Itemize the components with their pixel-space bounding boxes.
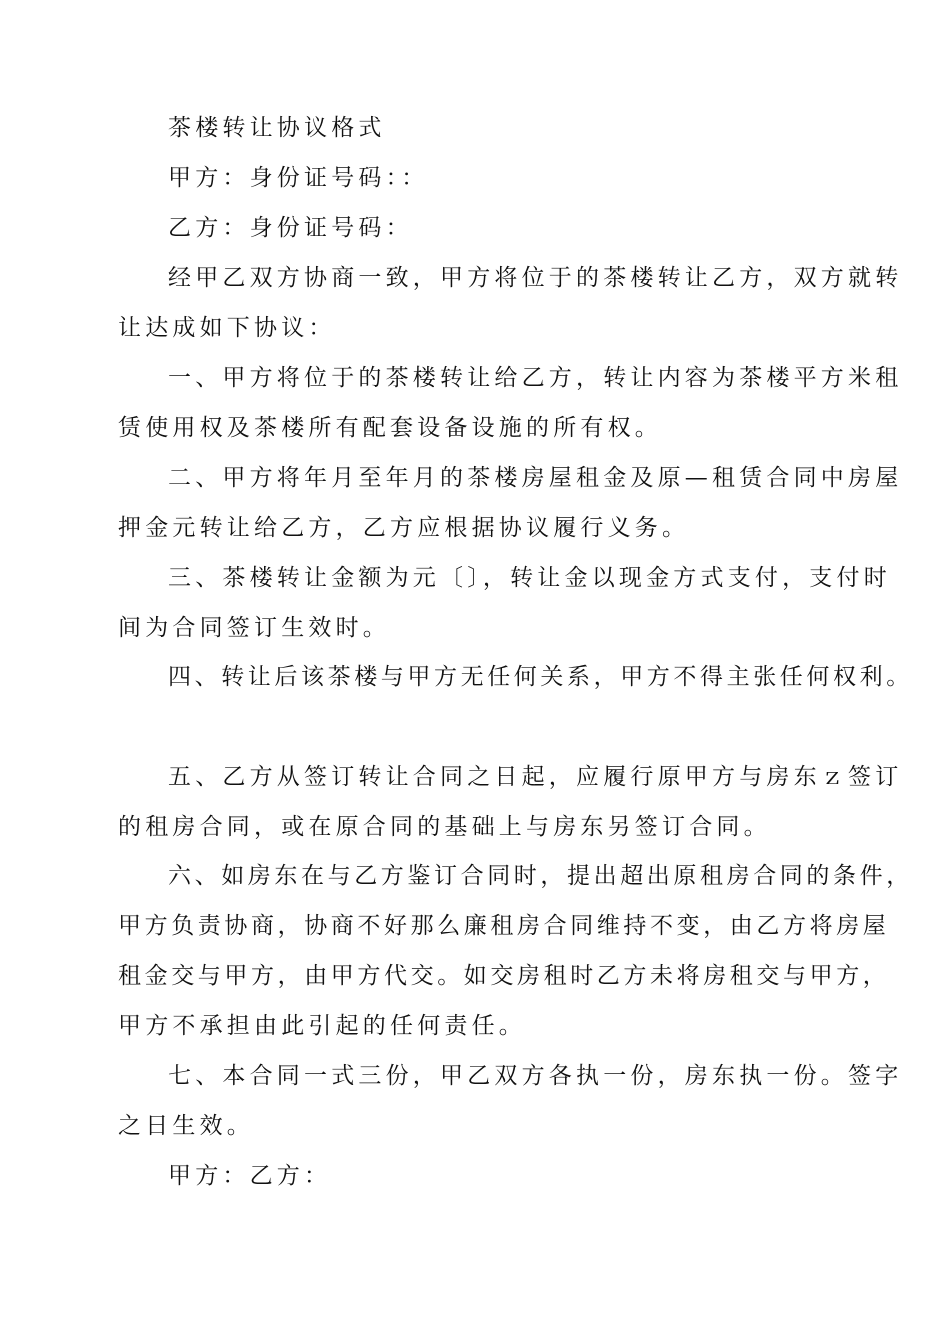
clause-6-line-4: 甲方不承担由此引起的任何责任。 (118, 1013, 526, 1039)
clause-5-line-1: 五、乙方从签订转让合同之日起，应履行原甲方与房东ｚ签订 (168, 764, 903, 790)
clause-6-line-3: 租金交与甲方，由甲方代交。如交房租时乙方未将房租交与甲方， (118, 963, 890, 989)
clause-1-line-1: 一、甲方将位于的茶楼转让给乙方，转让内容为茶楼平方米租 (168, 365, 903, 391)
clause-2-line-1: 二、甲方将年月至年月的茶楼房屋租金及原—租赁合同中房屋 (168, 465, 903, 491)
clause-3-line-1: 三、茶楼转让金额为元〔〕，转让金以现金方式支付，支付时 (168, 565, 891, 591)
intro-line-2: 让达成如下协议： (118, 315, 336, 341)
document-title: 茶楼转让协议格式 (168, 115, 386, 141)
clause-4-line-1: 四、转让后该茶楼与甲方无任何关系，甲方不得主张任何权利。 (168, 664, 913, 690)
clause-7-line-2: 之日生效。 (118, 1113, 254, 1139)
intro-line-1: 经甲乙双方协商一致，甲方将位于的茶楼转让乙方，双方就转 (168, 265, 903, 291)
clause-6-line-1: 六、如房东在与乙方鉴订合同时，提出超出原租房合同的条件， (168, 863, 913, 889)
party-b-line: 乙方：身份证号码： (168, 215, 413, 241)
party-a-line: 甲方：身份证号码：： (168, 165, 429, 191)
clause-1-line-2: 赁使用权及茶楼所有配套设备设施的所有权。 (118, 415, 662, 441)
clause-5-line-2: 的租房合同，或在原合同的基础上与房东另签订合同。 (118, 814, 771, 840)
clause-2-line-2: 押金元转让给乙方，乙方应根据协议履行义务。 (118, 515, 690, 541)
clause-3-line-2: 间为合同签订生效时。 (118, 615, 390, 641)
signature-line: 甲方：乙方： (168, 1163, 332, 1189)
clause-6-line-2: 甲方负责协商，协商不好那么廉租房合同维持不变，由乙方将房屋 (118, 913, 890, 939)
clause-7-line-1: 七、本合同一式三份，甲乙双方各执一份，房东执一份。签字 (168, 1063, 903, 1089)
